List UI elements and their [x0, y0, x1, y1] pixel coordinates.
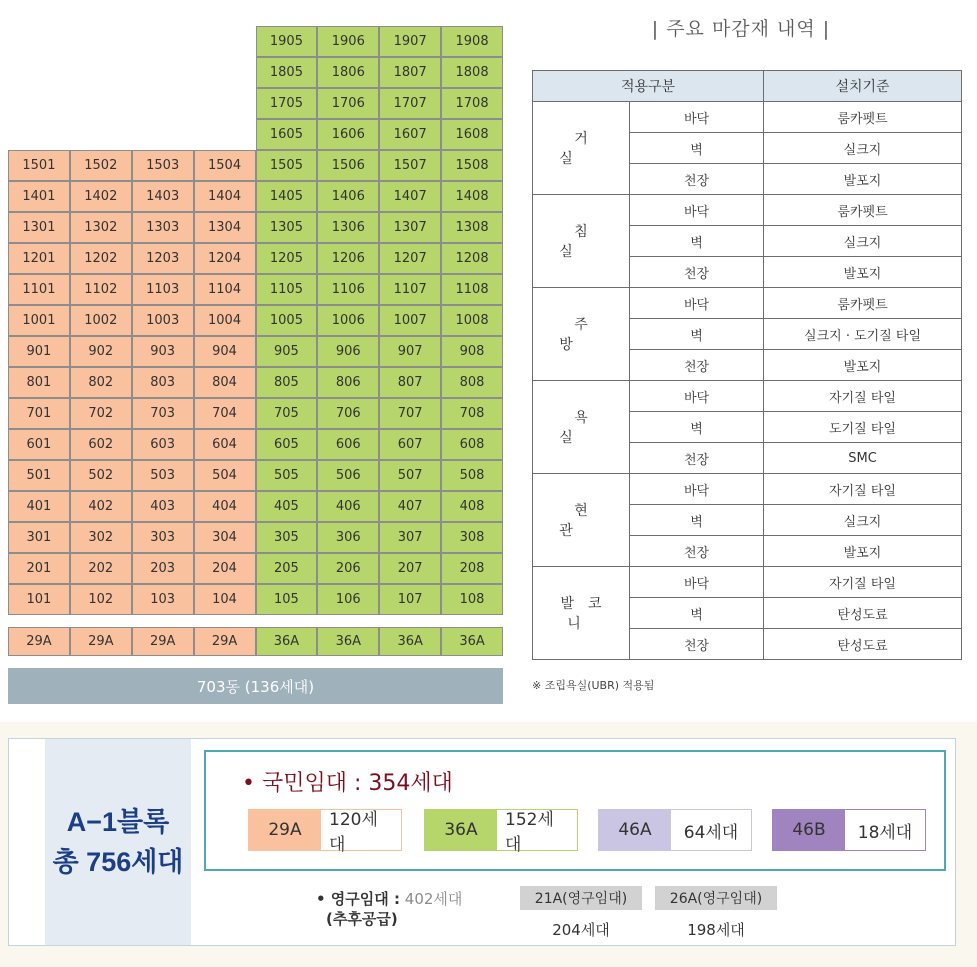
unit-cell: 202 [70, 553, 132, 584]
unit-cell: 407 [379, 491, 441, 522]
unit-cell: 1305 [256, 212, 318, 243]
unit-cell: 1705 [256, 88, 318, 119]
unit-count: 120세대 [329, 810, 378, 855]
finish-material: 실크지 [764, 133, 962, 164]
finish-material: 실크지 [764, 226, 962, 257]
unit-cell: 102 [70, 584, 132, 615]
unit-cell: 901 [8, 336, 70, 367]
unit-cell: 1808 [441, 57, 503, 88]
unit-cell: 1001 [8, 305, 70, 336]
unit-cell: 1107 [379, 274, 441, 305]
unit-cell: 801 [8, 367, 70, 398]
finish-part: 바닥 [630, 195, 764, 226]
finish-part: 벽 [630, 226, 764, 257]
unit-type-cell: 29A [8, 627, 70, 656]
unit-cell: 501 [8, 460, 70, 491]
unit-cell: 1402 [70, 181, 132, 212]
unit-cell: 302 [70, 522, 132, 553]
unit-cell: 1807 [379, 57, 441, 88]
ubr-note: ※ 조립욕실(UBR) 적용됨 [532, 679, 655, 692]
national-unit-badge [424, 809, 578, 855]
unit-cell: 803 [132, 367, 194, 398]
unit-cell: 203 [132, 553, 194, 584]
finish-part: 벽 [630, 133, 764, 164]
room-name: 발코니 [533, 567, 630, 660]
finish-material: 룸카펫트 [764, 102, 962, 133]
unit-cell: 603 [132, 429, 194, 460]
unit-cell: 401 [8, 491, 70, 522]
unit-cell: 1201 [8, 243, 70, 274]
unit-cell: 507 [379, 460, 441, 491]
finish-material: 룸카펫트 [764, 195, 962, 226]
finishes-header-row [533, 71, 962, 102]
unit-cell: 1403 [132, 181, 194, 212]
finish-part: 바닥 [630, 102, 764, 133]
unit-cell: 503 [132, 460, 194, 491]
unit-cell: 1303 [132, 212, 194, 243]
unit-cell: 804 [194, 367, 256, 398]
unit-type: 46B [773, 810, 845, 850]
unit-cell: 1203 [132, 243, 194, 274]
unit-cell: 1207 [379, 243, 441, 274]
unit-cell: 1406 [317, 181, 379, 212]
finishes-row [533, 288, 962, 319]
unit-cell: 1004 [194, 305, 256, 336]
unit-cell: 1605 [256, 119, 318, 150]
block-total-units: 총 756세대 [52, 847, 184, 877]
finish-part: 벽 [630, 505, 764, 536]
unit-cell: 105 [256, 584, 318, 615]
unit-cell: 406 [317, 491, 379, 522]
unit-cell: 1106 [317, 274, 379, 305]
unit-cell: 106 [317, 584, 379, 615]
unit-cell: 1005 [256, 305, 318, 336]
national-unit-badge [598, 809, 752, 851]
unit-cell: 304 [194, 522, 256, 553]
unit-cell: 108 [441, 584, 503, 615]
unit-cell: 1104 [194, 274, 256, 305]
unit-type-cell: 36A [441, 627, 503, 656]
unit-cell: 1306 [317, 212, 379, 243]
header-standard: 설치기준 [764, 71, 962, 102]
unit-cell: 1607 [379, 119, 441, 150]
unit-cell: 1706 [317, 88, 379, 119]
unit-cell: 104 [194, 584, 256, 615]
unit-type-cell: 29A [70, 627, 132, 656]
finish-part: 천장 [630, 536, 764, 567]
permanent-unit-count: 204세대 [552, 921, 610, 939]
finish-material: 자기질 타일 [764, 381, 962, 412]
header-category: 적용구분 [533, 71, 764, 102]
permanent-sub: (추후공급) [326, 910, 398, 928]
national-rental-title: • 국민임대 : 354세대 [242, 771, 453, 796]
permanent-unit-count: 198세대 [687, 921, 745, 939]
unit-cell: 1103 [132, 274, 194, 305]
room-name: 현관 [533, 474, 630, 567]
unit-cell: 1806 [317, 57, 379, 88]
unit-cell: 408 [441, 491, 503, 522]
unit-cell: 508 [441, 460, 503, 491]
unit-cell: 1307 [379, 212, 441, 243]
permanent-label: • 영구임대 : [316, 890, 400, 908]
unit-cell: 101 [8, 584, 70, 615]
room-name: 주방 [533, 288, 630, 381]
finishes-row [533, 567, 962, 598]
unit-cell: 602 [70, 429, 132, 460]
unit-cell: 206 [317, 553, 379, 584]
room-name: 거실 [533, 102, 630, 195]
finish-part: 천장 [630, 443, 764, 474]
unit-cell: 405 [256, 491, 318, 522]
unit-cell: 207 [379, 553, 441, 584]
finish-material: 발포지 [764, 257, 962, 288]
unit-cell: 606 [317, 429, 379, 460]
unit-cell: 403 [132, 491, 194, 522]
unit-cell: 505 [256, 460, 318, 491]
finishes-row [533, 381, 962, 412]
unit-cell: 1404 [194, 181, 256, 212]
unit-cell: 506 [317, 460, 379, 491]
block-total [45, 739, 191, 945]
unit-grid [8, 26, 503, 615]
unit-cell: 103 [132, 584, 194, 615]
finish-material: 룸카펫트 [764, 288, 962, 319]
finish-material: 발포지 [764, 536, 962, 567]
unit-type-cell: 29A [194, 627, 256, 656]
finish-part: 벽 [630, 598, 764, 629]
unit-cell: 908 [441, 336, 503, 367]
unit-cell: 504 [194, 460, 256, 491]
unit-cell: 806 [317, 367, 379, 398]
unit-cell: 706 [317, 398, 379, 429]
finish-part: 벽 [630, 319, 764, 350]
national-unit-badge [772, 809, 926, 851]
unit-cell: 404 [194, 491, 256, 522]
unit-cell: 904 [194, 336, 256, 367]
unit-cell: 1101 [8, 274, 70, 305]
unit-cell: 608 [441, 429, 503, 460]
unit-cell: 1202 [70, 243, 132, 274]
unit-type: 36A [425, 810, 497, 850]
finish-material: 실크지 · 도기질 타일 [764, 319, 962, 350]
unit-count: 64세대 [683, 822, 739, 843]
unit-type-cell: 29A [132, 627, 194, 656]
unit-type-cell: 36A [379, 627, 441, 656]
unit-count: 18세대 [857, 822, 913, 843]
unit-cell: 1308 [441, 212, 503, 243]
unit-cell: 1606 [317, 119, 379, 150]
finish-part: 천장 [630, 257, 764, 288]
unit-cell: 1208 [441, 243, 503, 274]
unit-cell: 902 [70, 336, 132, 367]
unit-cell: 1401 [8, 181, 70, 212]
unit-cell: 1108 [441, 274, 503, 305]
unit-cell: 604 [194, 429, 256, 460]
unit-cell: 703 [132, 398, 194, 429]
unit-cell: 208 [441, 553, 503, 584]
unit-cell: 808 [441, 367, 503, 398]
permanent-unit-type: 26A(영구임대) [655, 886, 777, 910]
unit-cell: 1504 [194, 150, 256, 181]
unit-cell: 1708 [441, 88, 503, 119]
unit-cell: 1907 [379, 26, 441, 57]
national-rental-box [204, 750, 946, 871]
building-label: 703동 (136세대) [8, 668, 503, 704]
finish-part: 천장 [630, 629, 764, 660]
unit-cell: 1301 [8, 212, 70, 243]
finishes-table [532, 70, 962, 660]
finish-part: 천장 [630, 164, 764, 195]
finish-material: 발포지 [764, 164, 962, 195]
unit-cell: 1908 [441, 26, 503, 57]
unit-cell: 1302 [70, 212, 132, 243]
finishes-row [533, 102, 962, 133]
finish-material: 실크지 [764, 505, 962, 536]
unit-cell: 1206 [317, 243, 379, 274]
finishes-row [533, 195, 962, 226]
unit-type-cell: 36A [256, 627, 318, 656]
unit-cell: 1102 [70, 274, 132, 305]
block-name: A−1블록 [66, 807, 170, 837]
national-unit-badge [248, 809, 402, 855]
unit-cell: 402 [70, 491, 132, 522]
finish-material: 탄성도료 [764, 598, 962, 629]
unit-cell: 1805 [256, 57, 318, 88]
finish-material: 발포지 [764, 350, 962, 381]
finish-material: 자기질 타일 [764, 567, 962, 598]
unit-cell: 1407 [379, 181, 441, 212]
permanent-unit-type: 21A(영구임대) [520, 886, 642, 910]
unit-cell: 1507 [379, 150, 441, 181]
unit-cell: 1707 [379, 88, 441, 119]
unit-cell: 205 [256, 553, 318, 584]
unit-cell: 802 [70, 367, 132, 398]
finish-material: 도기질 타일 [764, 412, 962, 443]
unit-cell: 1002 [70, 305, 132, 336]
permanent-rental-title [316, 889, 462, 929]
unit-cell: 601 [8, 429, 70, 460]
unit-count: 152세대 [505, 810, 554, 855]
finish-part: 바닥 [630, 381, 764, 412]
unit-cell: 1608 [441, 119, 503, 150]
unit-cell: 607 [379, 429, 441, 460]
unit-cell: 905 [256, 336, 318, 367]
finish-material: 탄성도료 [764, 629, 962, 660]
unit-cell: 704 [194, 398, 256, 429]
unit-cell: 1906 [317, 26, 379, 57]
unit-cell: 805 [256, 367, 318, 398]
unit-cell: 1003 [132, 305, 194, 336]
finish-part: 바닥 [630, 288, 764, 319]
finish-material: SMC [764, 443, 962, 474]
unit-cell: 1205 [256, 243, 318, 274]
unit-cell: 903 [132, 336, 194, 367]
finishes-row [533, 474, 962, 505]
unit-cell: 1508 [441, 150, 503, 181]
unit-cell: 1204 [194, 243, 256, 274]
finishes-title: | 주요 마감재 내역 | [651, 18, 831, 40]
unit-cell: 1408 [441, 181, 503, 212]
unit-cell: 605 [256, 429, 318, 460]
permanent-count: 402세대 [404, 890, 463, 908]
unit-cell: 502 [70, 460, 132, 491]
unit-cell: 906 [317, 336, 379, 367]
unit-cell: 1405 [256, 181, 318, 212]
unit-type: 29A [249, 810, 321, 850]
unit-cell: 807 [379, 367, 441, 398]
unit-cell: 1006 [317, 305, 379, 336]
finish-part: 바닥 [630, 474, 764, 505]
unit-cell: 201 [8, 553, 70, 584]
unit-type-row [8, 627, 503, 656]
unit-cell: 1501 [8, 150, 70, 181]
finish-part: 벽 [630, 412, 764, 443]
unit-cell: 305 [256, 522, 318, 553]
unit-cell: 107 [379, 584, 441, 615]
unit-cell: 702 [70, 398, 132, 429]
unit-cell: 307 [379, 522, 441, 553]
room-name: 침실 [533, 195, 630, 288]
unit-cell: 306 [317, 522, 379, 553]
unit-cell: 708 [441, 398, 503, 429]
unit-type: 46A [599, 810, 671, 850]
finish-part: 천장 [630, 350, 764, 381]
unit-cell: 907 [379, 336, 441, 367]
unit-cell: 1008 [441, 305, 503, 336]
unit-cell: 308 [441, 522, 503, 553]
unit-cell: 701 [8, 398, 70, 429]
unit-cell: 1105 [256, 274, 318, 305]
unit-cell: 1505 [256, 150, 318, 181]
unit-cell: 1502 [70, 150, 132, 181]
unit-cell: 1506 [317, 150, 379, 181]
unit-type-cell: 36A [317, 627, 379, 656]
room-name: 욕실 [533, 381, 630, 474]
unit-cell: 1007 [379, 305, 441, 336]
unit-cell: 707 [379, 398, 441, 429]
unit-cell: 303 [132, 522, 194, 553]
finish-part: 바닥 [630, 567, 764, 598]
unit-cell: 705 [256, 398, 318, 429]
unit-cell: 1503 [132, 150, 194, 181]
summary-panel [8, 738, 956, 946]
unit-cell: 204 [194, 553, 256, 584]
unit-cell: 1905 [256, 26, 318, 57]
unit-cell: 301 [8, 522, 70, 553]
unit-cell: 1304 [194, 212, 256, 243]
finish-material: 자기질 타일 [764, 474, 962, 505]
